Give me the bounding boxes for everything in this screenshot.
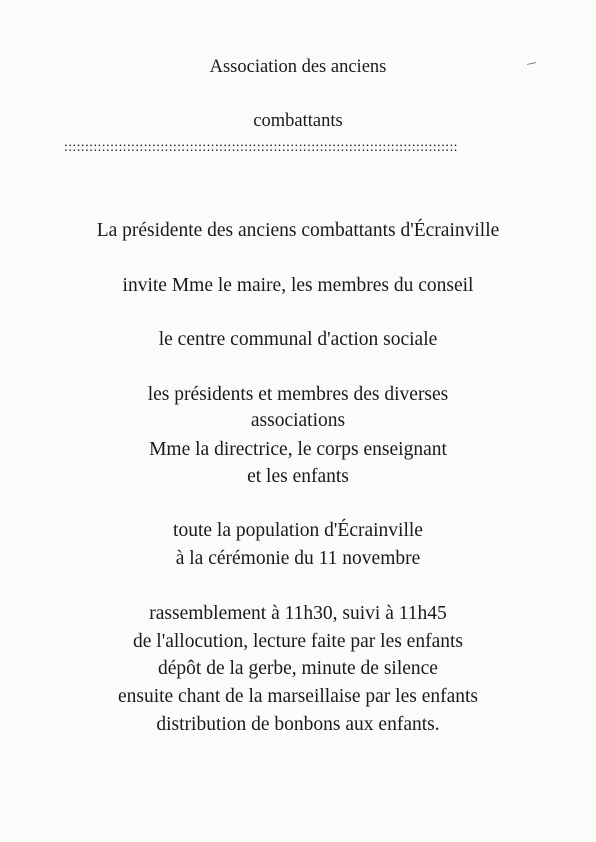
schedule-line: ensuite chant de la marseillaise par les enfants	[117, 686, 479, 707]
invitation-line: La présidente des anciens combattants d'Écrainville	[96, 220, 500, 241]
header-line-2: combattants	[253, 111, 343, 131]
invitation-line: le centre communal d'action sociale	[158, 329, 438, 350]
invitation-line: associations	[250, 410, 346, 431]
invitation-line: toute la population d'Écrainville	[173, 520, 423, 541]
schedule-line: de l'allocution, lecture faite par les enfants	[133, 631, 463, 652]
invitation-line: les présidents et membres des diverses	[147, 384, 449, 405]
invitation-line: et les enfants	[247, 466, 349, 487]
schedule-line: dépôt de la gerbe, minute de silence	[158, 658, 438, 679]
invitation-line: Mme la directrice, le corps enseignant	[149, 439, 447, 460]
schedule-line: rassemblement à 11h30, suivi à 11h45	[149, 603, 447, 624]
schedule-line: distribution de bonbons aux enfants.	[156, 714, 440, 735]
header-line-1: Association des anciens	[209, 57, 387, 77]
invitation-line: invite Mme le maire, les membres du conseil	[122, 275, 474, 296]
ceremony-line: à la cérémonie du 11 novembre	[175, 548, 421, 569]
dotted-separator: ::::::::::::::::::::::::::::::::::::::::::::::::::::::::::::::::::::::::::::::::::::::::::::::	[64, 140, 458, 155]
